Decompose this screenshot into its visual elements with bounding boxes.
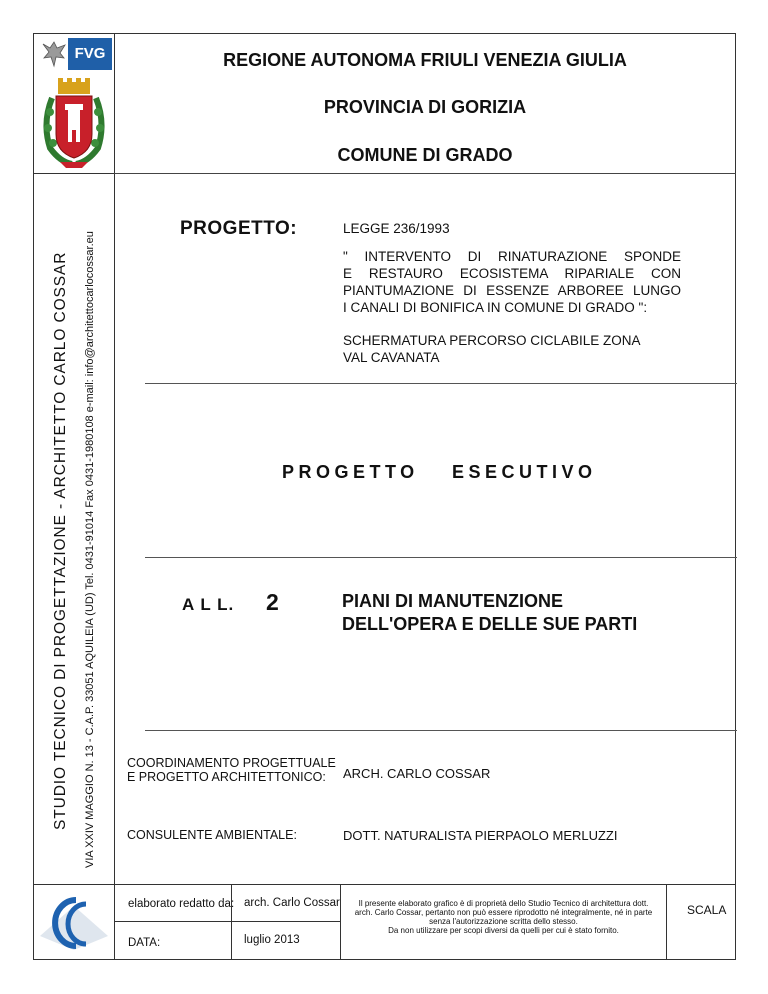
project-description-line-3: PIANTUMAZIONE DI ESSENZE ARBOREE LUNGO — [343, 283, 681, 298]
coord-label-line-2: E PROGETTO ARCHITETTONICO: — [127, 770, 326, 784]
project-description-line-4: I CANALI DI BONIFICA IN COMUNE DI GRADO ": — [343, 300, 648, 315]
disclaimer-line-3: senza l'autorizzazione scritta dello stesso. — [429, 917, 578, 926]
attachment-title-line-2: DELL'OPERA E DELLE SUE PARTI — [342, 614, 638, 634]
cc-logo — [36, 888, 112, 958]
date-value: luglio 2013 — [244, 934, 300, 946]
footer-col-3 — [666, 884, 667, 960]
project-law: LEGGE 236/1993 — [343, 221, 450, 236]
attachment-number: 2 — [266, 589, 279, 615]
footer-top-border — [33, 884, 736, 885]
crest-icon — [38, 78, 110, 170]
disclaimer-line-1: Il presente elaborato grafico è di proprietà dello Studio Tecnico di architettura dott. — [358, 899, 649, 908]
footer-col-1 — [231, 884, 232, 960]
coord-label-line-1: COORDINAMENTO PROGETTUALE — [127, 756, 336, 770]
consultant-value: DOTT. NATURALISTA PIERPAOLO MERLUZZI — [343, 828, 618, 843]
project-divider — [145, 383, 737, 384]
phase-right: ESECUTIVO — [452, 462, 597, 482]
province-title: PROVINCIA DI GORIZIA — [323, 97, 527, 117]
fvg-logo — [40, 36, 114, 72]
fvg-text: FVG — [74, 45, 106, 62]
phase-left: PROGETTO — [282, 462, 419, 482]
scale-label: SCALA — [687, 903, 727, 917]
sidebar-logo-divider — [33, 173, 115, 174]
project-subject-line-2: VAL CAVANATA — [343, 350, 440, 365]
attachment-title-line-1: PIANI DI MANUTENZIONE — [342, 591, 564, 611]
attachment-divider — [145, 730, 737, 731]
attachment-label: A L L. — [182, 595, 235, 614]
studio-vertical-text: STUDIO TECNICO DI PROGETTAZIONE - ARCHITETTO CARLO COSSAR — [52, 251, 69, 830]
date-label: DATA: — [128, 937, 161, 949]
studio-address-vertical-text: VIA XXIV MAGGIO N. 13 - C.A.P. 33051 AQUILEIA (UD) Tel. 0431-91014 Fax 0431-1980108 e-mail: info@architettocarlocossar.eu — [84, 231, 96, 868]
grado-crest — [38, 78, 110, 170]
drafted-value: arch. Carlo Cossar — [244, 897, 340, 909]
project-label: PROGETTO: — [180, 218, 298, 239]
coord-value: ARCH. CARLO COSSAR — [343, 766, 491, 781]
consultant-label: CONSULENTE AMBIENTALE: — [127, 828, 297, 842]
header-divider — [114, 173, 736, 174]
phase-divider — [145, 557, 737, 558]
drafted-label: elaborato redatto da: — [128, 898, 235, 910]
project-description-line-1: " INTERVENTO DI RINATURAZIONE SPONDE — [343, 249, 681, 264]
project-description-line-2: E RESTAURO ECOSISTEMA RIPARIALE CON — [343, 266, 681, 281]
disclaimer-line-4: Da non utilizzare per scopi diversi da quelli per cui è stato fornito. — [388, 926, 619, 935]
project-subject-line-1: SCHERMATURA PERCORSO CICLABILE ZONA — [343, 333, 641, 348]
region-title: REGIONE AUTONOMA FRIULI VENEZIA GIULIA — [223, 50, 627, 70]
comune-title: COMUNE DI GRADO — [337, 145, 513, 165]
cc-logo-icon — [36, 888, 112, 958]
disclaimer-line-2: arch. Carlo Cossar, pertanto non può essere riprodotto né integralmente, né in parte — [354, 908, 653, 917]
footer-mid-border — [114, 921, 340, 922]
